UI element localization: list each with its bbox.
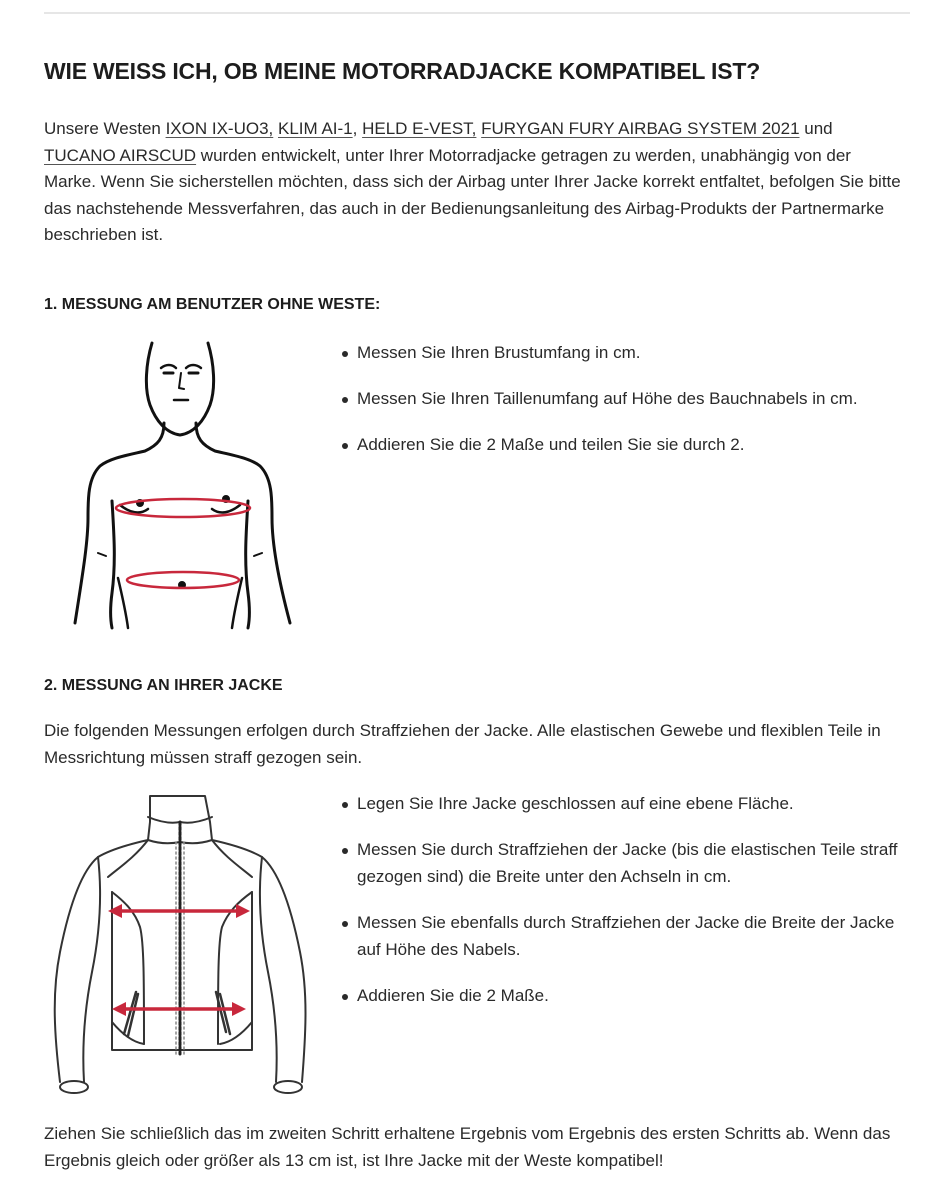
torso-drawing [40,333,330,633]
list-item: Messen Sie Ihren Brustumfang in cm. [357,339,912,366]
link-ixon[interactable]: IXON IX-UO3, [165,119,274,138]
intro-separator: , [352,119,363,138]
intro-separator: und [799,119,833,138]
list-item: Addieren Sie die 2 Maße. [357,982,912,1009]
link-held[interactable]: HELD E-VEST, [362,119,477,138]
chest-measure-ring [116,499,250,517]
intro-suffix: wurden entwickelt, unter Ihrer Motorradjacke getragen zu werden, unabhängig von der Marke. Wenn Sie sicherstellen möchten, dass sich der Airbag unter Ihrer Jacke korrekt entfaltet, befolgen Sie bitte das nachstehende Messverfahren, das auch in der Bedienungsanleitung des Airbag-Produkts der Partnermarke beschrieben ist. [44,145,901,244]
body-measurement-illustration [40,333,330,633]
section-1-steps [340,339,912,477]
intro-paragraph [44,116,904,249]
list-item: Messen Sie durch Straffziehen der Jacke (bis die elastischen Teile straff gezogen sind) die Breite unter den Achseln in cm. [357,836,912,890]
list-item: Messen Sie Ihren Taillenumfang auf Höhe des Bauchnabels in cm. [357,385,912,412]
list-item: Addieren Sie die 2 Maße und teilen Sie sie durch 2. [357,431,912,458]
list-item: Legen Sie Ihre Jacke geschlossen auf eine ebene Fläche. [357,790,912,817]
conclusion-paragraph: Ziehen Sie schließlich das im zweiten Schritt erhaltene Ergebnis vom Ergebnis des ersten Schritts ab. Wenn das Ergebnis gleich oder größer als 13 cm ist, ist Ihre Jacke mit der Weste kompatibel! [44,1124,891,1170]
intro-prefix: Unsere Westen [44,119,166,138]
list-item: Messen Sie ebenfalls durch Straffziehen der Jacke die Breite der Jacke auf Höhe des Nabels. [357,909,912,963]
link-furygan[interactable]: FURYGAN FURY AIRBAG SYSTEM 2021 [481,119,800,138]
section-1-title: 1. MESSUNG AM BENUTZER OHNE WESTE: [44,296,381,313]
jacket-measurement-illustration [40,782,330,1100]
section-2-title: 2. MESSUNG AN IHRER JACKE [44,677,283,694]
section-2-steps [340,790,912,1028]
top-divider [44,12,910,14]
link-tucano[interactable]: TUCANO AIRSCUD [44,145,197,165]
page-title: WIE WEISS ICH, OB MEINE MOTORRADJACKE KOMPATIBEL IST? [44,58,761,84]
jacket-drawing [40,782,330,1100]
section-2-description: Die folgenden Messungen erfolgen durch Straffziehen der Jacke. Alle elastischen Gewebe und flexiblen Teile in Messrichtung müssen straff gezogen sein. [44,721,881,767]
link-klim[interactable]: KLIM AI-1 [278,119,353,138]
